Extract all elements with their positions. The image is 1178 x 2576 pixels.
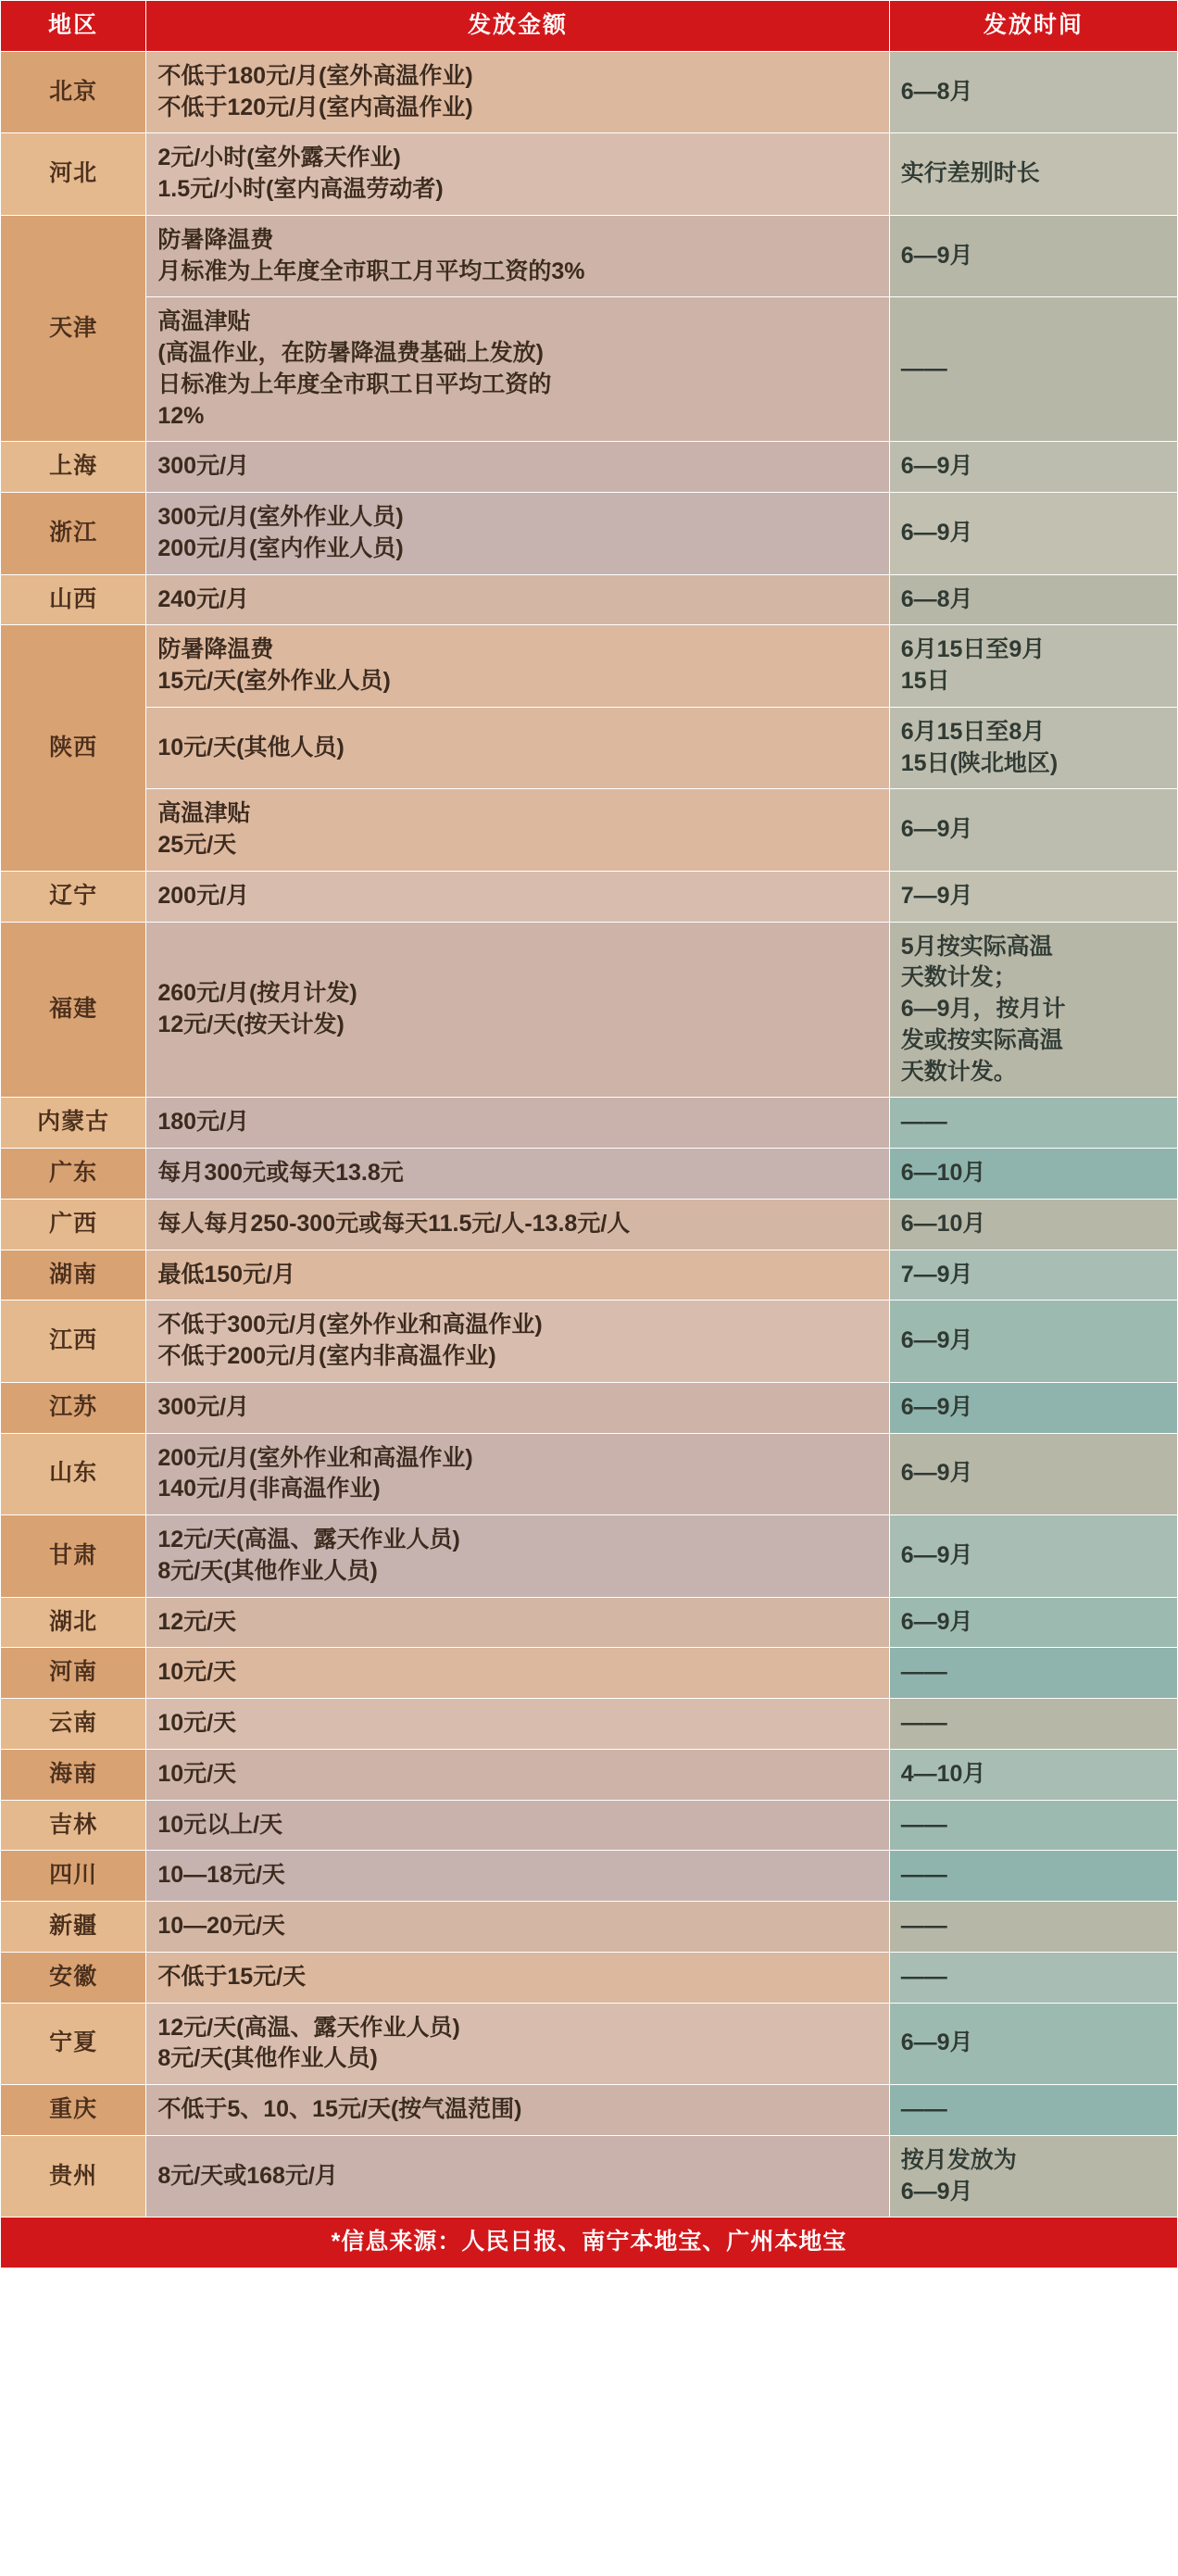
region-cell: 北京: [1, 51, 146, 133]
table-row: [1, 1800, 1178, 1851]
region-cell: 内蒙古: [1, 1098, 146, 1149]
amount-cell-line: 每人每月250-300元或每天11.5元/人-13.8元/人: [157, 1210, 631, 1237]
time-cell-line: ——: [900, 355, 947, 382]
table-row: [1, 1149, 1178, 1200]
table-row: [1, 51, 1178, 133]
amount-cell: [146, 1250, 889, 1301]
table-row: [1, 1597, 1178, 1648]
table-row: [1, 215, 1178, 297]
table-row: [1, 297, 1178, 442]
amount-cell-line: 300元/月: [157, 453, 250, 480]
time-cell: [889, 442, 1177, 493]
amount-cell-line: 15元/天(室外作业人员): [157, 668, 391, 694]
region-cell: 山西: [1, 574, 146, 625]
amount-cell: [146, 1199, 889, 1250]
time-cell-line: ——: [900, 1811, 947, 1838]
time-cell-line: 15日: [900, 668, 950, 694]
region-cell: 河北: [1, 133, 146, 216]
table-row: [1, 1433, 1178, 1515]
amount-cell-line: 1.5元/小时(室内高温劳动者): [157, 176, 444, 202]
time-cell: [889, 133, 1177, 216]
region-cell: 广东: [1, 1149, 146, 1200]
amount-cell: [146, 1597, 889, 1648]
table-row: [1, 1098, 1178, 1149]
region-cell: 天津: [1, 215, 146, 442]
time-cell-line: 天数计发。: [900, 1058, 1017, 1085]
footer-row: [1, 2218, 1178, 2268]
amount-cell-line: 不低于5、10、15元/天(按气温范围): [157, 2096, 522, 2122]
region-cell: 海南: [1, 1749, 146, 1800]
source-note: *信息来源：人民日报、南宁本地宝、广州本地宝: [1, 2218, 1178, 2268]
time-cell-line: ——: [900, 1913, 947, 1939]
amount-cell-line: 180元/月: [157, 1109, 250, 1136]
region-cell: 贵州: [1, 2135, 146, 2218]
time-cell-line: 6—9月: [900, 1460, 973, 1487]
amount-cell-line: 240元/月: [157, 585, 250, 612]
time-cell-line: 发或按实际高温: [900, 1026, 1063, 1053]
table-row: [1, 871, 1178, 922]
table-row: [1, 442, 1178, 493]
time-cell-line: 天数计发；: [900, 964, 1017, 991]
time-cell-line: 6—9月: [900, 2029, 973, 2056]
time-cell: [889, 1902, 1177, 1953]
table-row: [1, 1250, 1178, 1301]
time-cell: [889, 493, 1177, 575]
region-cell: 辽宁: [1, 871, 146, 922]
time-cell: [889, 1515, 1177, 1598]
amount-cell: [146, 1749, 889, 1800]
amount-cell: [146, 1433, 889, 1515]
region-cell: 吉林: [1, 1800, 146, 1851]
amount-cell: [146, 789, 889, 872]
time-cell: [889, 2085, 1177, 2136]
amount-cell-line: 防暑降温费: [157, 226, 274, 253]
time-cell: [889, 574, 1177, 625]
amount-cell-line: 月标准为上年度全市职工月平均工资的3%: [157, 258, 585, 284]
time-cell: [889, 1199, 1177, 1250]
region-cell: 新疆: [1, 1902, 146, 1953]
time-cell: [889, 789, 1177, 872]
amount-cell: [146, 215, 889, 297]
time-cell-line: 15日(陕北地区): [900, 749, 1059, 776]
amount-cell: [146, 1382, 889, 1433]
amount-cell-line: 10元/天: [157, 1710, 237, 1736]
amount-cell-line: 25元/天: [157, 832, 237, 858]
time-cell: [889, 707, 1177, 789]
amount-cell-line: 不低于120元/月(室内高温作业): [157, 94, 473, 120]
amount-cell-line: 日标准为上年度全市职工日平均工资的: [157, 371, 552, 397]
time-cell-line: ——: [900, 1710, 947, 1736]
amount-cell: [146, 133, 889, 216]
header-row: [1, 1, 1178, 52]
time-cell: [889, 1098, 1177, 1149]
table-row: [1, 1699, 1178, 1750]
time-cell: [889, 215, 1177, 297]
time-cell-line: ——: [900, 1862, 947, 1889]
amount-cell-line: 140元/月(非高温作业): [157, 1476, 381, 1502]
time-cell-line: 6—9月: [900, 816, 973, 843]
table-row: [1, 1301, 1178, 1383]
region-cell: 山东: [1, 1433, 146, 1515]
region-cell: 宁夏: [1, 2003, 146, 2085]
time-cell-line: 6—9月: [900, 1327, 973, 1354]
amount-cell: [146, 51, 889, 133]
region-cell: 江西: [1, 1301, 146, 1383]
amount-cell-line: 防暑降温费: [157, 636, 274, 663]
header-region: 地区: [1, 1, 146, 52]
amount-cell-line: 2元/小时(室外露天作业): [157, 145, 401, 171]
amount-cell: [146, 2135, 889, 2218]
amount-cell: [146, 922, 889, 1098]
time-cell-line: 6—9月: [900, 1541, 973, 1568]
table-row: [1, 2135, 1178, 2218]
header-amount: 发放金额: [146, 1, 889, 52]
time-cell-line: 6—8月: [900, 585, 973, 612]
region-cell: 重庆: [1, 2085, 146, 2136]
time-cell: [889, 1149, 1177, 1200]
amount-cell: [146, 1851, 889, 1902]
amount-cell-line: 不低于15元/天: [157, 1963, 307, 1990]
amount-cell: [146, 574, 889, 625]
amount-cell-line: 300元/月: [157, 1393, 250, 1420]
amount-cell: [146, 1149, 889, 1200]
time-cell-line: 实行差别时长: [900, 160, 1040, 187]
time-cell-line: 5月按实际高温: [900, 933, 1053, 960]
amount-cell-line: 200元/月(室内作业人员): [157, 534, 404, 561]
region-cell: 四川: [1, 1851, 146, 1902]
amount-cell-line: 8元/天(其他作业人员): [157, 2045, 378, 2072]
time-cell: [889, 871, 1177, 922]
time-cell: [889, 1952, 1177, 2003]
time-cell: [889, 1382, 1177, 1433]
amount-cell-line: 200元/月(室外作业和高温作业): [157, 1444, 473, 1471]
time-cell-line: ——: [900, 1109, 947, 1136]
amount-cell-line: 260元/月(按月计发): [157, 980, 357, 1007]
time-cell-line: 6—9月，按月计: [900, 996, 1066, 1022]
region-cell: 安徽: [1, 1952, 146, 2003]
time-cell: [889, 1749, 1177, 1800]
time-cell-line: 6—9月: [900, 2178, 973, 2205]
table-row: [1, 1851, 1178, 1902]
time-cell-line: 6—9月: [900, 1608, 973, 1635]
region-cell: 云南: [1, 1699, 146, 1750]
amount-cell-line: 不低于180元/月(室外高温作业): [157, 62, 473, 89]
time-cell-line: 6—9月: [900, 519, 973, 546]
amount-cell: [146, 493, 889, 575]
amount-cell: [146, 1699, 889, 1750]
time-cell-line: 7—9月: [900, 882, 973, 909]
amount-cell: [146, 2085, 889, 2136]
time-cell-line: 6—10月: [900, 1160, 986, 1186]
table-footer: [1, 2218, 1178, 2268]
time-cell: [889, 1699, 1177, 1750]
time-cell-line: 6月15日至9月: [900, 636, 1046, 663]
amount-cell-line: 8元/天(其他作业人员): [157, 1557, 378, 1584]
amount-cell: [146, 1515, 889, 1598]
table-row: [1, 1749, 1178, 1800]
time-cell: [889, 625, 1177, 708]
time-cell-line: 6—9月: [900, 1393, 973, 1420]
amount-cell-line: 12元/天(高温、露天作业人员): [157, 1527, 460, 1552]
table-row: [1, 2003, 1178, 2085]
table-row: [1, 1902, 1178, 1953]
amount-cell-line: 200元/月: [157, 882, 250, 909]
time-cell: [889, 1301, 1177, 1383]
table-row: [1, 1648, 1178, 1699]
time-cell: [889, 1800, 1177, 1851]
amount-cell: [146, 707, 889, 789]
amount-cell: [146, 2003, 889, 2085]
region-cell: 福建: [1, 922, 146, 1098]
table-header: [1, 1, 1178, 52]
time-cell: [889, 2135, 1177, 2218]
amount-cell-line: 10—18元/天: [157, 1862, 285, 1889]
time-cell: [889, 51, 1177, 133]
amount-cell: [146, 1098, 889, 1149]
time-cell-line: ——: [900, 1963, 947, 1990]
amount-cell: [146, 1301, 889, 1383]
amount-cell: [146, 1952, 889, 2003]
region-cell: 广西: [1, 1199, 146, 1250]
time-cell-line: 6—9月: [900, 453, 973, 480]
table-row: [1, 707, 1178, 789]
amount-cell-line: (高温作业，在防暑降温费基础上发放): [157, 340, 545, 366]
time-cell: [889, 1597, 1177, 1648]
amount-cell: [146, 871, 889, 922]
table-row: [1, 2085, 1178, 2136]
region-cell: 河南: [1, 1648, 146, 1699]
amount-cell-line: 300元/月(室外作业人员): [157, 504, 404, 530]
amount-cell: [146, 442, 889, 493]
amount-cell-line: 最低150元/月: [157, 1261, 296, 1288]
region-cell: 江苏: [1, 1382, 146, 1433]
table-row: [1, 789, 1178, 872]
time-cell-line: 4—10月: [900, 1760, 986, 1787]
amount-cell-line: 高温津贴: [157, 308, 251, 335]
region-cell: 湖北: [1, 1597, 146, 1648]
table-row: [1, 625, 1178, 708]
table-body: [1, 51, 1178, 2218]
region-cell: 上海: [1, 442, 146, 493]
amount-cell-line: 8元/天或168元/月: [157, 2162, 338, 2189]
time-cell-line: ——: [900, 1659, 947, 1686]
time-cell: [889, 2003, 1177, 2085]
time-cell-line: 按月发放为: [900, 2146, 1017, 2173]
table-row: [1, 1515, 1178, 1598]
table-row: [1, 1199, 1178, 1250]
time-cell-line: 6—10月: [900, 1210, 986, 1237]
time-cell-line: 6—9月: [900, 242, 973, 269]
time-cell: [889, 1648, 1177, 1699]
time-cell: [889, 1250, 1177, 1301]
table-row: [1, 133, 1178, 216]
amount-cell-line: 每月300元或每天13.8元: [157, 1160, 404, 1186]
region-cell: 甘肃: [1, 1515, 146, 1598]
amount-cell-line: 10—20元/天: [157, 1913, 285, 1939]
amount-cell-line: 10元/天: [157, 1659, 237, 1686]
table-row: [1, 493, 1178, 575]
amount-cell: [146, 1800, 889, 1851]
time-cell: [889, 1851, 1177, 1902]
table-row: [1, 1952, 1178, 2003]
table-row: [1, 922, 1178, 1098]
amount-cell-line: 10元以上/天: [157, 1811, 283, 1838]
time-cell-line: 6月15日至8月: [900, 718, 1046, 745]
amount-cell-line: 12元/天(高温、露天作业人员): [157, 2014, 460, 2041]
header-time: 发放时间: [889, 1, 1177, 52]
amount-cell-line: 10元/天(其他人员): [157, 734, 345, 760]
amount-cell-line: 12元/天(按天计发): [157, 1011, 345, 1037]
amount-cell: [146, 297, 889, 442]
amount-cell-line: 不低于200元/月(室内非高温作业): [157, 1343, 496, 1369]
region-cell: 湖南: [1, 1250, 146, 1301]
table-row: [1, 1382, 1178, 1433]
amount-cell: [146, 1902, 889, 1953]
region-cell: 浙江: [1, 493, 146, 575]
amount-cell-line: 10元/天: [157, 1760, 237, 1787]
time-cell-line: ——: [900, 2096, 947, 2122]
amount-cell: [146, 625, 889, 708]
amount-cell-line: 12%: [157, 402, 205, 429]
time-cell: [889, 297, 1177, 442]
amount-cell-line: 12元/天: [157, 1608, 237, 1635]
time-cell-line: 7—9月: [900, 1261, 973, 1288]
time-cell: [889, 1433, 1177, 1515]
amount-cell-line: 不低于300元/月(室外作业和高温作业): [157, 1312, 543, 1338]
time-cell-line: 6—8月: [900, 78, 973, 105]
amount-cell: [146, 1648, 889, 1699]
time-cell: [889, 922, 1177, 1098]
table-row: [1, 574, 1178, 625]
amount-cell-line: 高温津贴: [157, 800, 251, 827]
region-cell: 陕西: [1, 625, 146, 872]
